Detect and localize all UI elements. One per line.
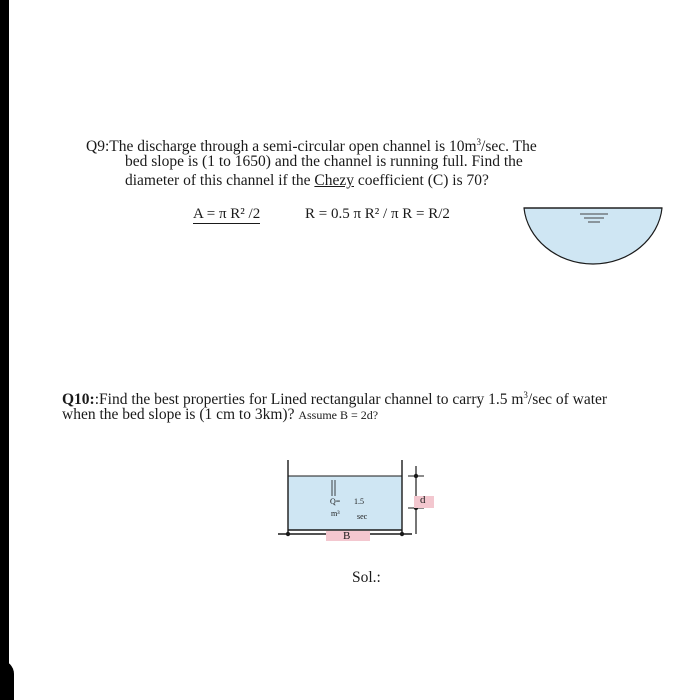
q10-superscript: 3 (523, 390, 528, 400)
width-marker (286, 532, 290, 536)
left-edge-bar (0, 0, 9, 700)
q10-line-2-text: when the bed slope is (1 cm to 3km)? (62, 406, 295, 423)
chezy-term: Chezy (314, 172, 354, 189)
depth-label: d (420, 494, 426, 506)
semicircle-channel-diagram (522, 196, 664, 268)
flow-unit-bottom: sec (357, 512, 368, 521)
corner-shadow (0, 660, 14, 700)
q10-line-1-end: /sec of water (527, 391, 608, 409)
q10-line-1-text: :Find the best properties for Lined rectangular channel to carry 1.5 m (94, 391, 524, 409)
flow-value: 1.5 (354, 497, 364, 506)
q10-assumption: Assume B = 2d? (298, 408, 379, 422)
q9-line-3 (125, 171, 489, 190)
solution-label: Sol.: (352, 569, 381, 586)
q10-line-2 (62, 405, 378, 425)
area-equation (193, 206, 260, 223)
radius-equation: R = 0.5 π R² / π R = R/2 (305, 206, 450, 222)
flow-unit-top: m³ (331, 509, 340, 518)
area-equation-text: A = π R² /2 (193, 206, 261, 222)
channel-water (288, 476, 402, 530)
q9-line-3-pre: diameter of this channel if the (125, 172, 315, 189)
width-marker (400, 532, 404, 536)
q9-superscript: 3 (476, 137, 482, 147)
q10-number: Q10: (62, 391, 95, 409)
flow-q-label: Q= (330, 497, 341, 506)
q9-line-3-post: coefficient (C) is 70? (354, 172, 489, 189)
depth-marker (414, 474, 418, 478)
q9-line-2: bed slope is (1 to 1650) and the channel is running full. Find the (125, 153, 523, 170)
width-label: B (343, 530, 351, 542)
channel-water-section (524, 208, 662, 264)
q9-line-1-text: Q9:The discharge through a semi-circular open channel is 10m (86, 138, 477, 156)
q9-line-1-end: /sec. The (481, 138, 537, 156)
